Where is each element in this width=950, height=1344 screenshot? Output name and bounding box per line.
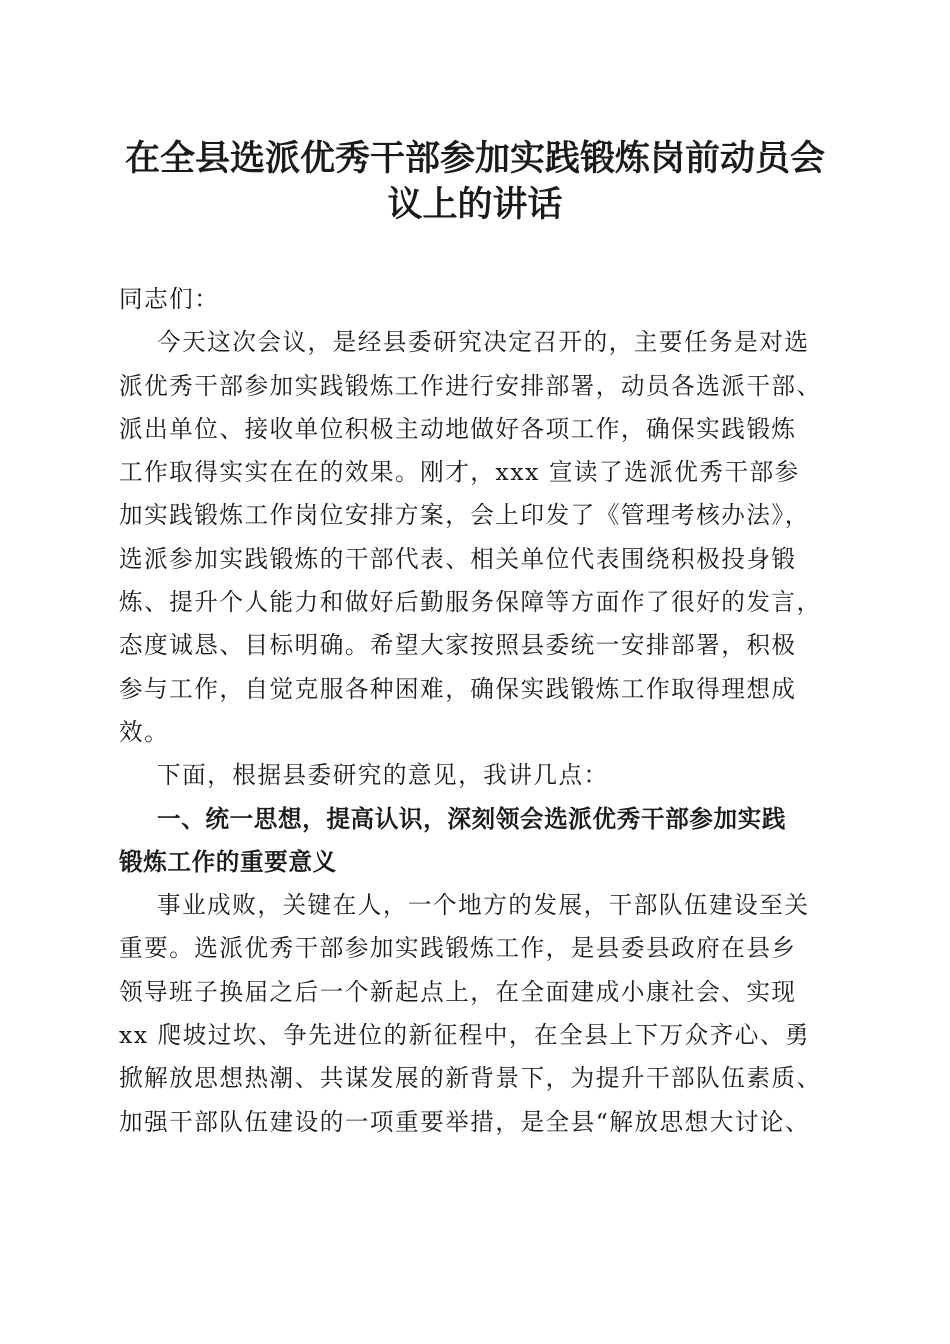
paragraph-line: 今天这次会议，是经县委研究决定召开的，主要任务是对选 [157, 328, 810, 357]
paragraph-line: 重要。选派优秀干部参加实践锻炼工作，是县委县政府在县乡 [119, 934, 797, 963]
paragraph-line: xx 爬坡过坎、争先进位的新征程中，在全县上下万众齐心、勇 [119, 1021, 811, 1050]
paragraph-line: 派出单位、接收单位积极主动地做好各项工作，确保实践锻炼 [119, 414, 797, 443]
salutation: 同志们： [119, 285, 220, 313]
title-line: 在全县选派优秀干部参加实践锻炼岗前动员会 [124, 138, 825, 179]
paragraph-line: 炼、提升个人能力和做好后勤服务保障等方面作了很好的发言， [119, 588, 822, 617]
paragraph-line: 选派参加实践锻炼的干部代表、相关单位代表围绕积极投身锻 [119, 544, 797, 573]
paragraph-line: 领导班子换届之后一个新起点上，在全面建成小康社会、实现 [119, 977, 797, 1006]
paragraph-line: 态度诚恳、目标明确。希望大家按照县委统一安排部署，积极 [119, 631, 797, 660]
section-heading-line: 锻炼工作的重要意义 [119, 847, 337, 876]
paragraph-line: 派优秀干部参加实践锻炼工作进行安排部署，动员各选派干部、 [119, 371, 822, 400]
paragraph-line: 加实践锻炼工作岗位安排方案，会上印发了《管理考核办法》， [119, 501, 810, 530]
paragraph-line: 参与工作，自觉克服各种困难，确保实践锻炼工作取得理想成 [119, 674, 797, 703]
paragraph-line: 下面，根据县委研究的意见，我讲几点： [157, 761, 609, 790]
paragraph-line: 工作取得实实在在的效果。刚才，xxx 宣读了选派优秀干部参 [119, 458, 800, 487]
paragraph-line: 掀解放思想热潮、共谋发展的新背景下，为提升干部队伍素质、 [119, 1064, 822, 1093]
paragraph-line: 效。 [119, 717, 170, 746]
section-heading-line: 一、统一思想，提高认识，深刻领会选派优秀干部参加实践 [157, 804, 787, 833]
paragraph-line: 事业成败，关键在人，一个地方的发展，干部队伍建设至关 [157, 891, 810, 920]
paragraph-line: 加强干部队伍建设的一项重要举措，是全县“解放思想大讨论、 [119, 1107, 811, 1136]
document-title [100, 136, 850, 228]
document-body [119, 278, 831, 1144]
title-line: 议上的讲话 [387, 184, 563, 225]
